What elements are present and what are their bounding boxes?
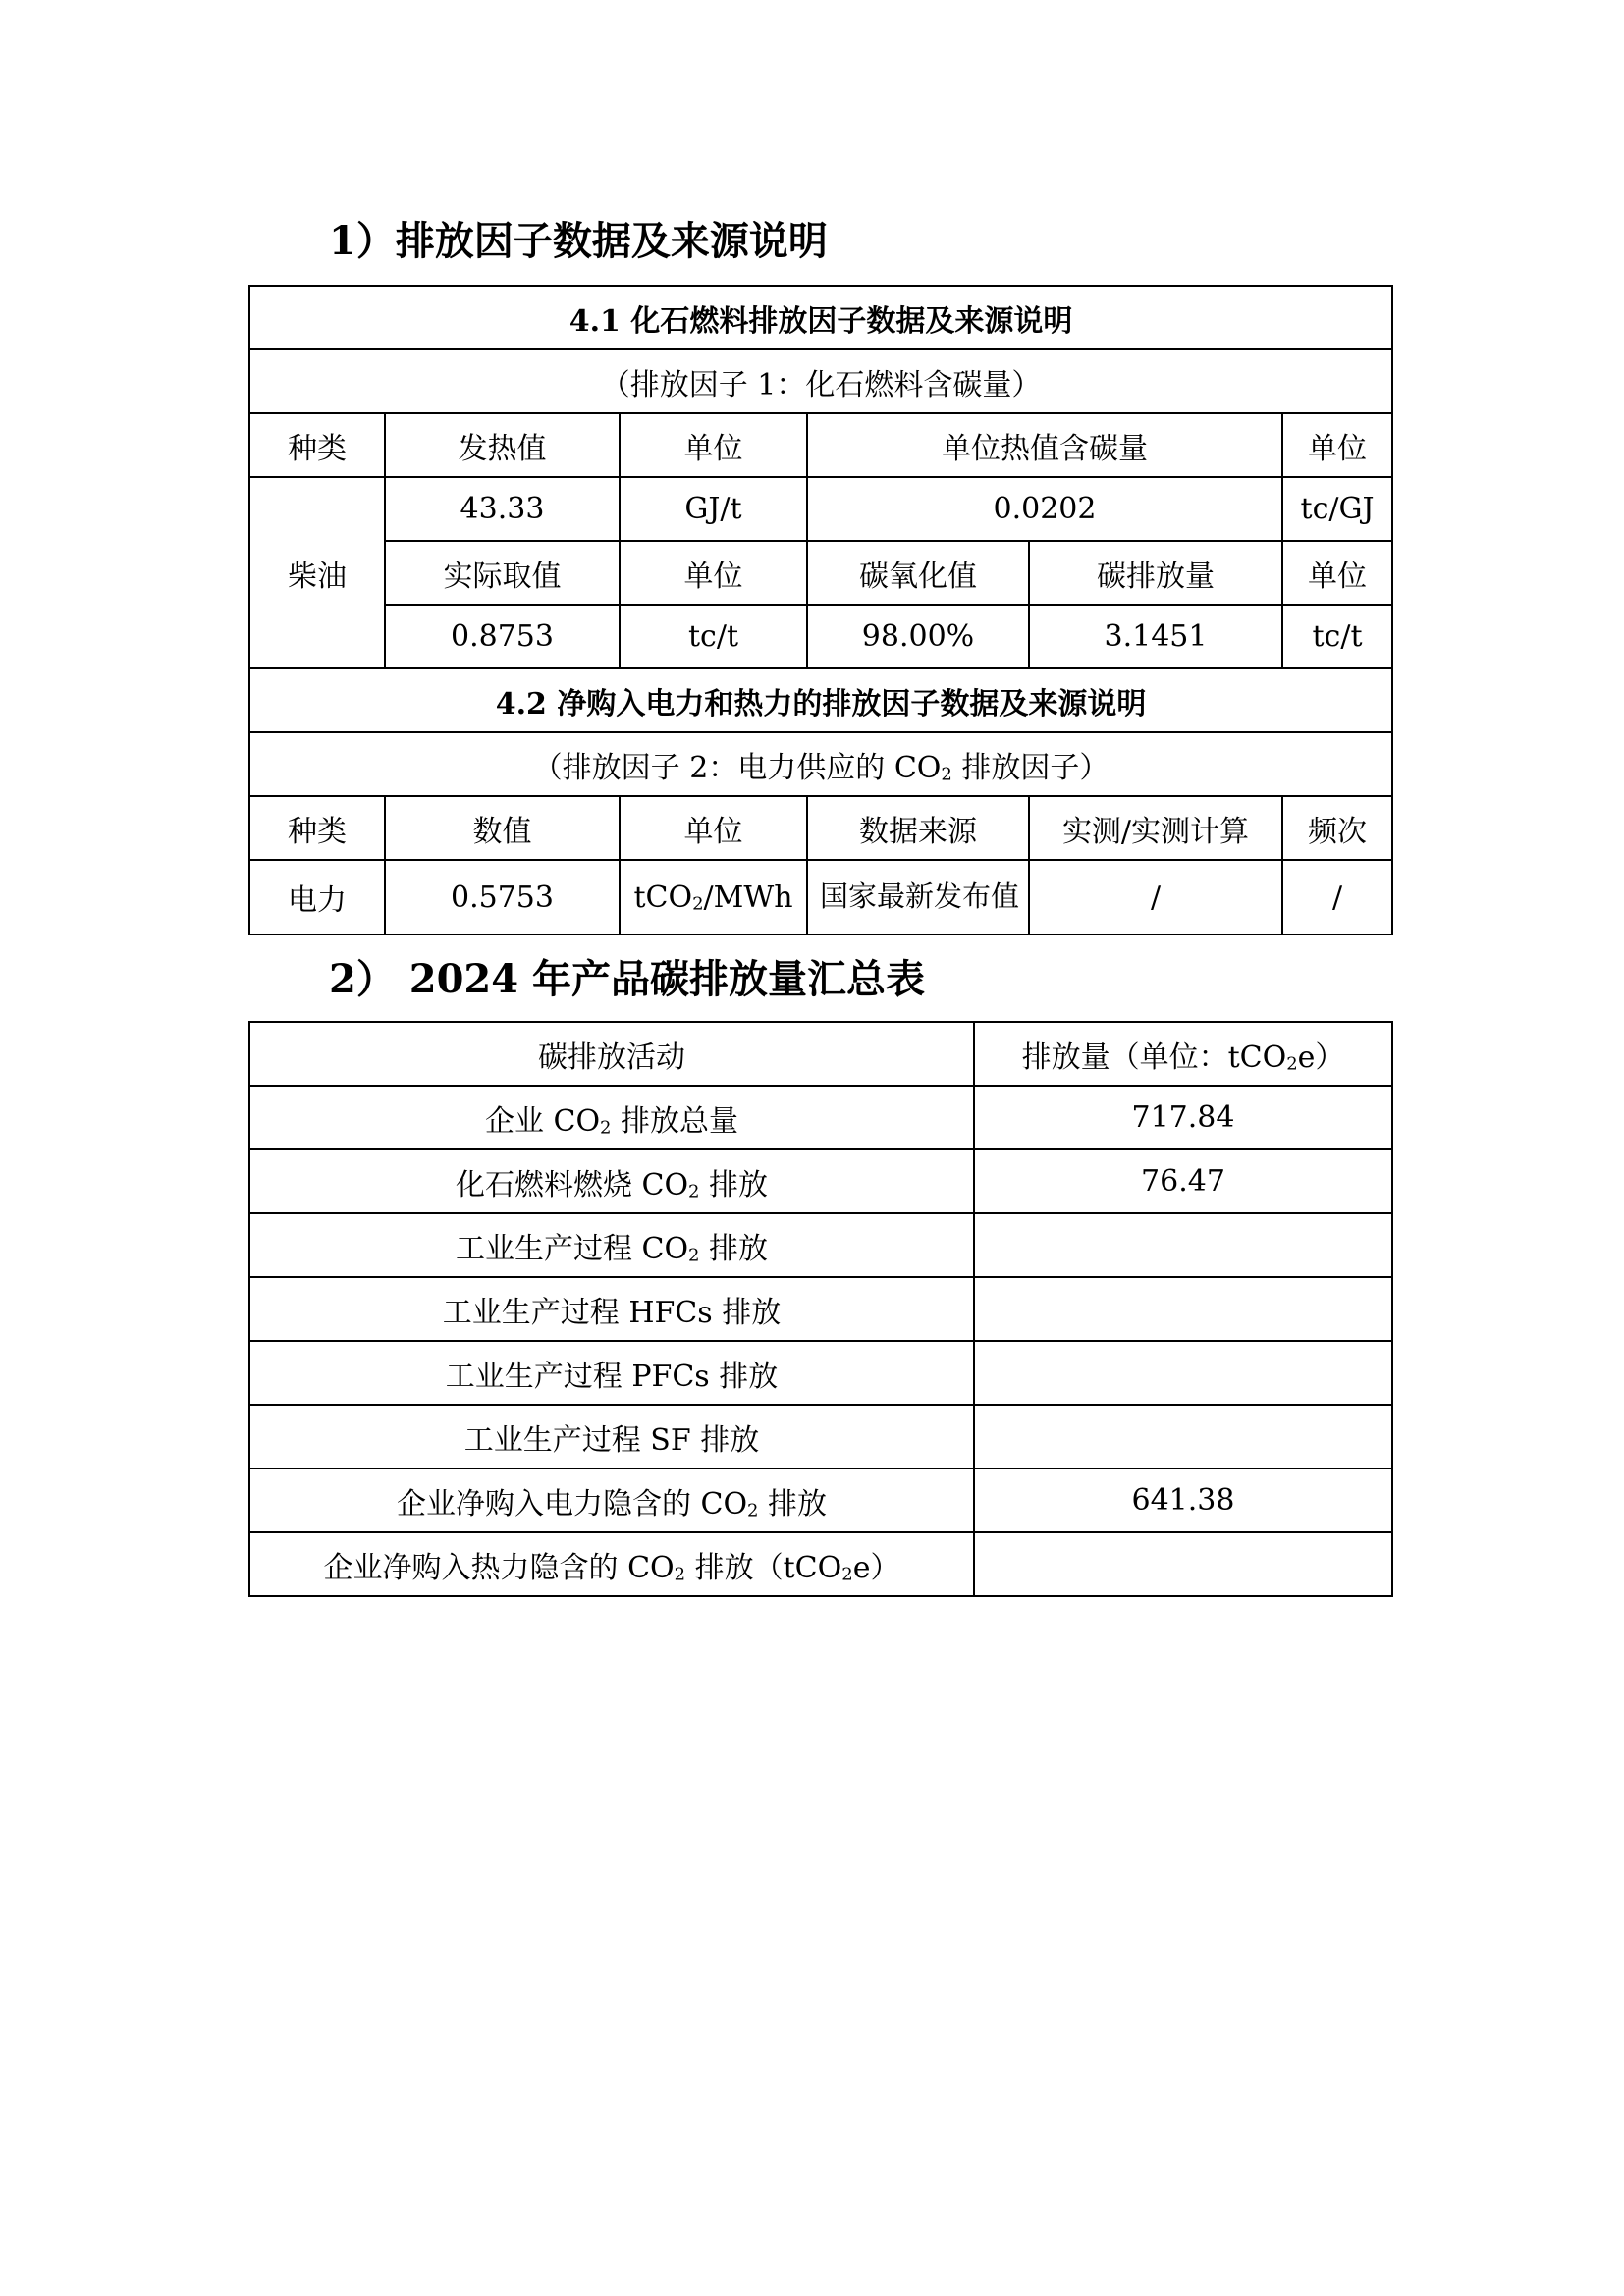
electricity-frequency-cell: /	[1282, 860, 1392, 934]
activity-text: 企业净购入热力隐含的 CO	[323, 1550, 675, 1585]
col-header-type: 种类	[249, 796, 385, 860]
table-row	[249, 1405, 1392, 1468]
subscript: 2	[688, 1245, 700, 1266]
activity-text: e）	[852, 1550, 900, 1585]
activity-text: 工业生产过程 PFCs 排放	[445, 1359, 779, 1394]
col-header-amount	[974, 1022, 1392, 1086]
header-text: e）	[1297, 1040, 1345, 1075]
table-row	[249, 668, 1392, 732]
sub-header-unit: 单位	[1282, 541, 1392, 605]
carbon-per-heat-cell: 0.0202	[807, 477, 1282, 541]
sub-header-oxidation: 碳氧化值	[807, 541, 1029, 605]
sub-header-actual: 实际取值	[385, 541, 620, 605]
electricity-value-cell: 0.5753	[385, 860, 620, 934]
actual-unit-cell: tc/t	[620, 605, 807, 668]
activity-text: 排放	[699, 1167, 769, 1202]
table-row	[249, 860, 1392, 934]
activity-cell	[249, 1468, 974, 1532]
unit-text: /MWh	[703, 880, 793, 915]
activity-text: 排放	[699, 1231, 769, 1266]
activity-cell	[249, 1213, 974, 1277]
table-row	[249, 1213, 1392, 1277]
subsection-title-4-1: 4.1 化石燃料排放因子数据及来源说明	[249, 286, 1392, 349]
table-row	[249, 1468, 1392, 1532]
section-2-heading: 2） 2024 年产品碳排放量汇总表	[329, 956, 926, 1002]
emission-unit-cell: tc/t	[1282, 605, 1392, 668]
col-header-heat-value: 发热值	[385, 413, 620, 477]
actual-value-cell: 0.8753	[385, 605, 620, 668]
col-header-source: 数据来源	[807, 796, 1029, 860]
col-header-frequency: 频次	[1282, 796, 1392, 860]
subscript: 2	[941, 764, 952, 785]
activity-cell	[249, 1149, 974, 1213]
activity-cell	[249, 1405, 974, 1468]
col-header-activity: 碳排放活动	[249, 1022, 974, 1086]
fuel-name-cell: 柴油	[249, 477, 385, 668]
subscript: 2	[841, 1564, 853, 1585]
activity-text: 排放总量	[611, 1103, 739, 1139]
amount-cell: 717.84	[974, 1086, 1392, 1149]
activity-cell	[249, 1086, 974, 1149]
electricity-name-cell: 电力	[249, 860, 385, 934]
amount-cell	[974, 1277, 1392, 1341]
col-header-carbon-per-heat: 单位热值含碳量	[807, 413, 1282, 477]
activity-text: 工业生产过程 CO	[455, 1231, 689, 1266]
factor-2-note-text: 排放因子）	[951, 750, 1110, 785]
activity-text: 工业生产过程 HFCs 排放	[442, 1295, 782, 1330]
table-header-row	[249, 796, 1392, 860]
section-1-heading: 1）排放因子数据及来源说明	[329, 218, 828, 264]
subsection-title-4-2: 4.2 净购入电力和热力的排放因子数据及来源说明	[249, 668, 1392, 732]
header-text: 排放量（单位：tCO	[1021, 1040, 1287, 1075]
table-sub-header-row	[249, 541, 1392, 605]
emission-factor-table	[248, 285, 1393, 935]
subscript: 2	[747, 1500, 759, 1522]
subscript: 2	[688, 1181, 700, 1202]
sub-header-unit: 单位	[620, 541, 807, 605]
table-row	[249, 1341, 1392, 1405]
electricity-measured-cell: /	[1029, 860, 1282, 934]
activity-text: 化石燃料燃烧 CO	[455, 1167, 689, 1202]
activity-text: 排放（tCO	[685, 1550, 842, 1585]
table-header-row	[249, 413, 1392, 477]
col-header-unit: 单位	[620, 796, 807, 860]
activity-cell	[249, 1341, 974, 1405]
activity-text: 企业 CO	[484, 1103, 601, 1139]
activity-cell	[249, 1532, 974, 1596]
factor-2-note-text: （排放因子 2：电力供应的 CO	[532, 750, 942, 785]
table-row	[249, 732, 1392, 796]
amount-cell: 76.47	[974, 1149, 1392, 1213]
carbon-unit-cell: tc/GJ	[1282, 477, 1392, 541]
amount-cell	[974, 1532, 1392, 1596]
table-row	[249, 1149, 1392, 1213]
col-header-unit: 单位	[620, 413, 807, 477]
amount-cell	[974, 1405, 1392, 1468]
emission-value-cell: 3.1451	[1029, 605, 1282, 668]
col-header-type: 种类	[249, 413, 385, 477]
table-row	[249, 286, 1392, 349]
col-header-value: 数值	[385, 796, 620, 860]
factor-2-note	[249, 732, 1392, 796]
table-row	[249, 477, 1392, 541]
electricity-source-cell: 国家最新发布值	[807, 860, 1029, 934]
emission-summary-table	[248, 1021, 1393, 1597]
col-header-measured: 实测/实测计算	[1029, 796, 1282, 860]
unit-text: tCO	[633, 880, 693, 915]
subscript: 2	[692, 893, 704, 915]
table-row	[249, 1086, 1392, 1149]
activity-text: 工业生产过程 SF 排放	[463, 1422, 760, 1458]
sub-header-emission: 碳排放量	[1029, 541, 1282, 605]
subscript: 2	[600, 1117, 612, 1139]
table-row	[249, 605, 1392, 668]
subscript: 2	[1286, 1053, 1298, 1075]
activity-cell	[249, 1277, 974, 1341]
factor-1-note: （排放因子 1：化石燃料含碳量）	[249, 349, 1392, 413]
activity-text: 企业净购入电力隐含的 CO	[396, 1486, 748, 1522]
subscript: 2	[674, 1564, 686, 1585]
activity-text: 排放	[758, 1486, 828, 1522]
oxidation-value-cell: 98.00%	[807, 605, 1029, 668]
table-row	[249, 1277, 1392, 1341]
col-header-unit: 单位	[1282, 413, 1392, 477]
heat-unit-cell: GJ/t	[620, 477, 807, 541]
heat-value-cell: 43.33	[385, 477, 620, 541]
electricity-unit-cell	[620, 860, 807, 934]
amount-cell: 641.38	[974, 1468, 1392, 1532]
amount-cell	[974, 1213, 1392, 1277]
amount-cell	[974, 1341, 1392, 1405]
table-row	[249, 1532, 1392, 1596]
table-header-row	[249, 1022, 1392, 1086]
table-row	[249, 349, 1392, 413]
